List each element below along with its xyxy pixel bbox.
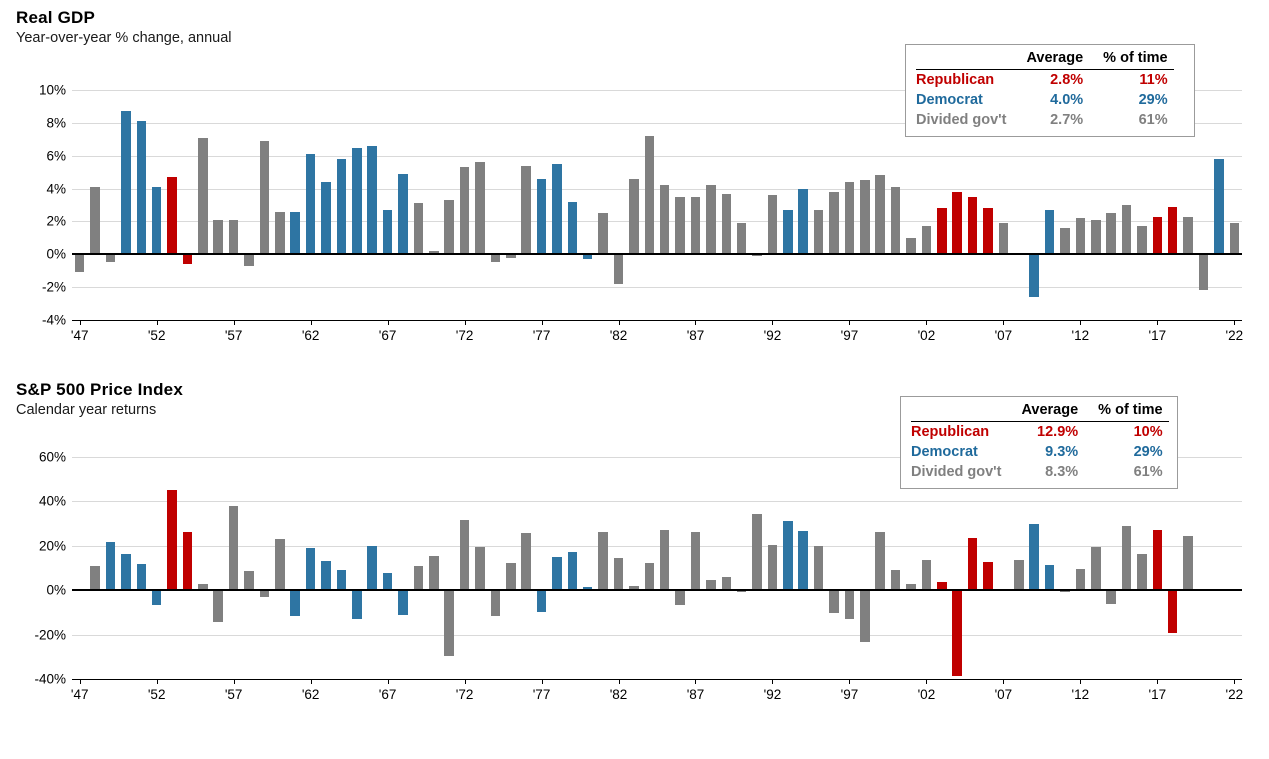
chart-bar [183, 532, 193, 591]
x-axis-tick-label: '07 [994, 328, 1013, 343]
x-axis-line [72, 320, 1242, 321]
chart-bar [167, 490, 177, 590]
chart-bar [1168, 207, 1178, 255]
chart-bar [798, 189, 808, 255]
chart-bar [983, 208, 993, 254]
chart-bar [568, 202, 578, 255]
chart-bar [691, 197, 701, 255]
chart-bar [229, 506, 239, 591]
chart-bar [568, 552, 578, 590]
x-axis-tick-label: '57 [224, 328, 243, 343]
chart-bar [121, 554, 131, 591]
x-axis-tick-label: '97 [840, 687, 859, 702]
x-axis-tick-mark [695, 679, 696, 684]
chart-bar [737, 223, 747, 254]
x-axis-tick-label: '02 [917, 328, 936, 343]
chart-bar [1214, 159, 1224, 254]
chart-bar [521, 166, 531, 255]
chart-bar [75, 254, 85, 272]
x-axis-tick-mark [542, 679, 543, 684]
chart-bar [614, 254, 624, 284]
chart-bar [768, 545, 778, 590]
chart-bar [260, 141, 270, 254]
chart-bar [922, 560, 932, 590]
chart-bar [675, 197, 685, 255]
chart-bar [137, 564, 147, 590]
x-axis-tick-mark [542, 320, 543, 325]
chart-bar [752, 514, 762, 590]
chart-bar [1029, 254, 1039, 297]
chart-bar [691, 532, 701, 590]
chart-bar [860, 180, 870, 254]
x-axis-tick-label: '77 [532, 328, 551, 343]
zero-axis-line [72, 589, 1242, 591]
chart-bar [768, 195, 778, 254]
x-axis-tick-mark [311, 320, 312, 325]
chart-bar [537, 590, 547, 612]
x-axis-tick-label: '22 [1225, 687, 1244, 702]
chart-bar [244, 254, 254, 266]
x-axis-tick-mark [465, 320, 466, 325]
y-axis-tick-label: 40% [38, 493, 66, 509]
x-axis-tick-label: '47 [70, 328, 89, 343]
x-axis-tick-label: '82 [609, 328, 628, 343]
chart-bar [383, 210, 393, 254]
x-axis-tick-mark [1157, 679, 1158, 684]
y-axis-tick-label: 2% [46, 213, 66, 229]
chart-bar [321, 561, 331, 590]
chart-bar [506, 563, 516, 590]
x-axis-tick-label: '52 [147, 328, 166, 343]
chart-bar [629, 179, 639, 255]
x-axis-tick-label: '67 [378, 687, 397, 702]
x-axis-tick-label: '77 [532, 687, 551, 702]
x-axis-tick-label: '17 [1148, 687, 1167, 702]
x-axis-tick-label: '92 [763, 328, 782, 343]
chart-bar [337, 570, 347, 590]
chart-bar [1153, 217, 1163, 255]
chart-bar [1045, 565, 1055, 590]
chart-bar [444, 590, 454, 656]
chart-bar [845, 182, 855, 254]
chart-bar [875, 175, 885, 254]
gdp-legend-table [905, 44, 1195, 137]
chart-bar [660, 185, 670, 254]
sp500-panel [0, 372, 1269, 759]
chart-bar [414, 566, 424, 590]
zero-axis-line [72, 253, 1242, 255]
chart-bar [137, 121, 147, 254]
chart-bar [552, 164, 562, 254]
chart-bar [906, 238, 916, 254]
chart-bar [444, 200, 454, 254]
chart-bar [722, 577, 732, 591]
x-axis-tick-mark [926, 320, 927, 325]
sp500-stats-row-divided: Divided gov't 8.3% 61% [911, 464, 1163, 480]
chart-bar [475, 162, 485, 254]
x-axis-tick-label: '52 [147, 687, 166, 702]
x-axis-tick-mark [157, 679, 158, 684]
chart-bar [829, 590, 839, 612]
y-axis-tick-label: 20% [38, 538, 66, 554]
chart-bar [645, 563, 655, 591]
chart-bar [106, 542, 116, 590]
chart-bar [290, 212, 300, 255]
chart-bar [167, 177, 177, 254]
chart-bar [90, 566, 100, 590]
gdp-stats-row-republican: Republican 2.8% 11% [916, 72, 1168, 88]
y-axis-tick-label: 0% [46, 246, 66, 262]
chart-bar [645, 136, 655, 254]
chart-bar [814, 210, 824, 254]
chart-bar [783, 210, 793, 254]
chart-bar [1168, 590, 1178, 633]
x-axis-tick-label: '12 [1071, 687, 1090, 702]
chart-bar [491, 254, 501, 262]
chart-bar [829, 192, 839, 254]
chart-bar [367, 546, 377, 591]
x-axis-tick-label: '62 [301, 328, 320, 343]
chart-bar [891, 187, 901, 254]
chart-bar [367, 146, 377, 254]
chart-bar [106, 254, 116, 262]
x-axis-tick-label: '12 [1071, 328, 1090, 343]
chart-bar [1106, 590, 1116, 604]
x-axis-tick-label: '47 [70, 687, 89, 702]
chart-bar [460, 520, 470, 590]
x-axis-tick-label: '87 [686, 328, 705, 343]
chart-bar [845, 590, 855, 619]
chart-bar [1014, 560, 1024, 590]
chart-bar [1091, 547, 1101, 590]
y-axis-tick-label: 0% [46, 582, 66, 598]
chart-bar [383, 573, 393, 590]
sp500-stats-row-republican: Republican 12.9% 10% [911, 424, 1163, 440]
y-axis-tick-label: 8% [46, 115, 66, 131]
y-axis-tick-label: 6% [46, 148, 66, 164]
chart-bar [290, 590, 300, 616]
chart-bar [968, 197, 978, 255]
chart-bar [352, 590, 362, 619]
chart-bar [552, 557, 562, 590]
panel-title-gdp: Real GDP Year-over-year % change, annual [16, 8, 232, 46]
chart-bar [798, 531, 808, 590]
gridline [72, 156, 1242, 157]
x-axis-tick-label: '92 [763, 687, 782, 702]
chart-bar [860, 590, 870, 642]
x-axis-tick-mark [234, 679, 235, 684]
x-axis-tick-mark [1234, 679, 1235, 684]
x-axis-tick-mark [619, 679, 620, 684]
gdp-stats-col-time: % of time [1089, 49, 1173, 70]
y-axis-tick-label: 10% [38, 82, 66, 98]
x-axis-tick-mark [388, 320, 389, 325]
chart-bar [1153, 530, 1163, 590]
chart-bar [244, 571, 254, 590]
chart-bar [1137, 226, 1147, 254]
chart-bar [1122, 205, 1132, 254]
chart-bar [398, 590, 408, 615]
chart-bar [875, 532, 885, 591]
gdp-stats-row-democrat: Democrat 4.0% 29% [916, 92, 1168, 108]
x-axis-tick-mark [1234, 320, 1235, 325]
x-axis-tick-label: '22 [1225, 328, 1244, 343]
chart-bar [352, 148, 362, 255]
chart-bar [922, 226, 932, 254]
chart-bar [1060, 228, 1070, 254]
gridline [72, 635, 1242, 636]
chart-bar [706, 185, 716, 254]
x-axis-tick-mark [1080, 679, 1081, 684]
x-axis-tick-mark [311, 679, 312, 684]
chart-bar [398, 174, 408, 255]
y-axis-tick-label: 60% [38, 449, 66, 465]
chart-bar [614, 558, 624, 590]
x-axis-tick-label: '87 [686, 687, 705, 702]
gridline [72, 501, 1242, 502]
chart-bar [1106, 213, 1116, 254]
chart-bar [660, 530, 670, 591]
y-axis-tick-label: -4% [41, 312, 66, 328]
x-axis-tick-label: '67 [378, 328, 397, 343]
x-axis-tick-label: '17 [1148, 328, 1167, 343]
x-axis-tick-mark [849, 679, 850, 684]
chart-bar [213, 590, 223, 622]
chart-bar [260, 590, 270, 597]
chart-bar [1045, 210, 1055, 254]
chart-bar [968, 538, 978, 590]
x-axis-tick-mark [1080, 320, 1081, 325]
y-axis-tick-label: -40% [34, 671, 66, 687]
x-axis-tick-mark [157, 320, 158, 325]
x-axis-line [72, 679, 1242, 680]
chart-bar [121, 111, 131, 254]
chart-bar [521, 533, 531, 590]
panel-title-sp500: S&P 500 Price Index Calendar year returns [16, 380, 183, 418]
chart-bar [999, 223, 1009, 254]
chart-bar [722, 194, 732, 255]
gdp-stats-row-divided: Divided gov't 2.7% 61% [916, 112, 1168, 128]
chart-bar [491, 590, 501, 616]
chart-bar [814, 546, 824, 590]
gridline [72, 287, 1242, 288]
chart-bar [306, 548, 316, 590]
chart-bar [460, 167, 470, 254]
x-axis-tick-label: '82 [609, 687, 628, 702]
chart-bar [598, 213, 608, 254]
x-axis-tick-label: '97 [840, 328, 859, 343]
sp500-stats-col-average: Average [1007, 401, 1084, 422]
sp500-stats-corner [911, 401, 1007, 422]
chart-bar [229, 220, 239, 255]
chart-bar [783, 521, 793, 590]
chart-bar [983, 562, 993, 590]
chart-bar [337, 159, 347, 254]
chart-bar [675, 590, 685, 605]
x-axis-tick-label: '72 [455, 687, 474, 702]
chart-bar [183, 254, 193, 264]
chart-bar [598, 532, 608, 590]
chart-bar [306, 154, 316, 254]
x-axis-tick-label: '62 [301, 687, 320, 702]
chart-bar [1199, 254, 1209, 290]
gridline [72, 221, 1242, 222]
chart-bar [414, 203, 424, 254]
gridline [72, 189, 1242, 190]
chart-bar [891, 570, 901, 590]
gdp-stats-col-average: Average [1012, 49, 1089, 70]
chart-bar [1137, 554, 1147, 590]
x-axis-tick-mark [695, 320, 696, 325]
x-axis-tick-mark [619, 320, 620, 325]
x-axis-tick-mark [80, 320, 81, 325]
x-axis-tick-mark [772, 679, 773, 684]
x-axis-tick-label: '57 [224, 687, 243, 702]
x-axis-tick-mark [80, 679, 81, 684]
sp500-stats-row-democrat: Democrat 9.3% 29% [911, 444, 1163, 460]
chart-bar [213, 220, 223, 255]
gdp-stats-corner [916, 49, 1012, 70]
chart-bar [1183, 536, 1193, 590]
x-axis-tick-label: '02 [917, 687, 936, 702]
x-axis-tick-mark [926, 679, 927, 684]
chart-bar [1091, 220, 1101, 255]
chart-bar [1076, 569, 1086, 590]
chart-bar [937, 208, 947, 254]
chart-bar [152, 187, 162, 254]
x-axis-tick-mark [849, 320, 850, 325]
x-axis-tick-mark [772, 320, 773, 325]
gridline [72, 546, 1242, 547]
chart-bar [429, 556, 439, 591]
chart-bar [952, 192, 962, 254]
chart-bar [1076, 218, 1086, 254]
sp500-stats-col-time: % of time [1084, 401, 1168, 422]
x-axis-tick-mark [1157, 320, 1158, 325]
x-axis-tick-mark [465, 679, 466, 684]
chart-bar [1122, 526, 1132, 590]
chart-bar [1230, 223, 1240, 254]
y-axis-tick-label: -2% [41, 279, 66, 295]
chart-bar [275, 212, 285, 255]
chart-bar [1029, 524, 1039, 590]
chart-bar [152, 590, 162, 605]
sp500-legend-table [900, 396, 1178, 489]
x-axis-tick-label: '07 [994, 687, 1013, 702]
chart-bar [198, 138, 208, 255]
chart-bar [952, 590, 962, 675]
chart-bar [475, 547, 485, 590]
chart-bar [321, 182, 331, 254]
y-axis-tick-label: -20% [34, 627, 66, 643]
real-gdp-panel [0, 0, 1269, 372]
x-axis-tick-mark [1003, 679, 1004, 684]
chart-bar [537, 179, 547, 255]
x-axis-tick-mark [234, 320, 235, 325]
chart-bar [1183, 217, 1193, 255]
x-axis-tick-label: '72 [455, 328, 474, 343]
chart-bar [90, 187, 100, 254]
chart-bar [275, 539, 285, 590]
x-axis-tick-mark [1003, 320, 1004, 325]
x-axis-tick-mark [388, 679, 389, 684]
y-axis-tick-label: 4% [46, 181, 66, 197]
